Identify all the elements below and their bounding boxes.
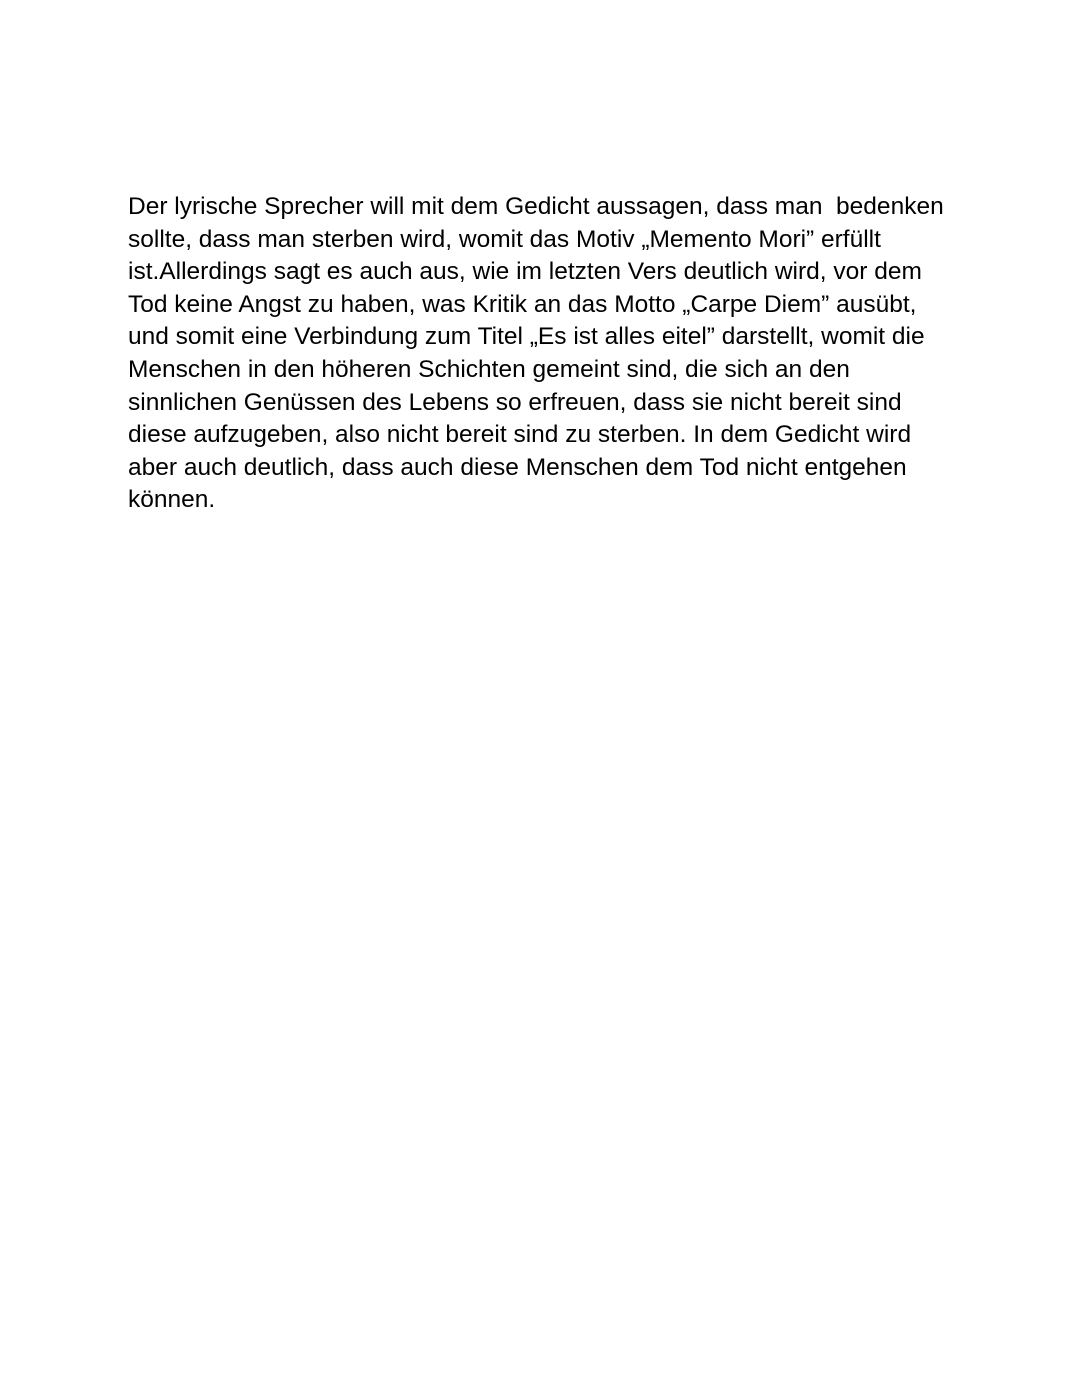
paragraph-line: ist.Allerdings sagt es auch aus, wie im letzten Vers deutlich wird, vor dem [128,258,922,286]
paragraph-line: und somit eine Verbindung zum Titel „Es ist alles eitel” darstellt, womit die [128,323,925,351]
body-paragraph [128,191,968,517]
paragraph-line: aber auch deutlich, dass auch diese Menschen dem Tod nicht entgehen [128,453,907,481]
paragraph-line: Menschen in den höheren Schichten gemeint sind, die sich an den [128,355,850,383]
paragraph-line: Tod keine Angst zu haben, was Kritik an das Motto „Carpe Diem” ausübt, [128,290,917,318]
paragraph-line: können. [128,486,216,514]
paragraph-line: Der lyrische Sprecher will mit dem Gedicht aussagen, dass man bedenken [128,193,944,220]
paragraph-line: diese aufzugeben, also nicht bereit sind zu sterben. In dem Gedicht wird [128,421,912,449]
paragraph-line: sollte, dass man sterben wird, womit das Motiv „Memento Mori” erfüllt [128,225,881,253]
paragraph-line: sinnlichen Genüssen des Lebens so erfreuen, dass sie nicht bereit sind [128,388,902,416]
